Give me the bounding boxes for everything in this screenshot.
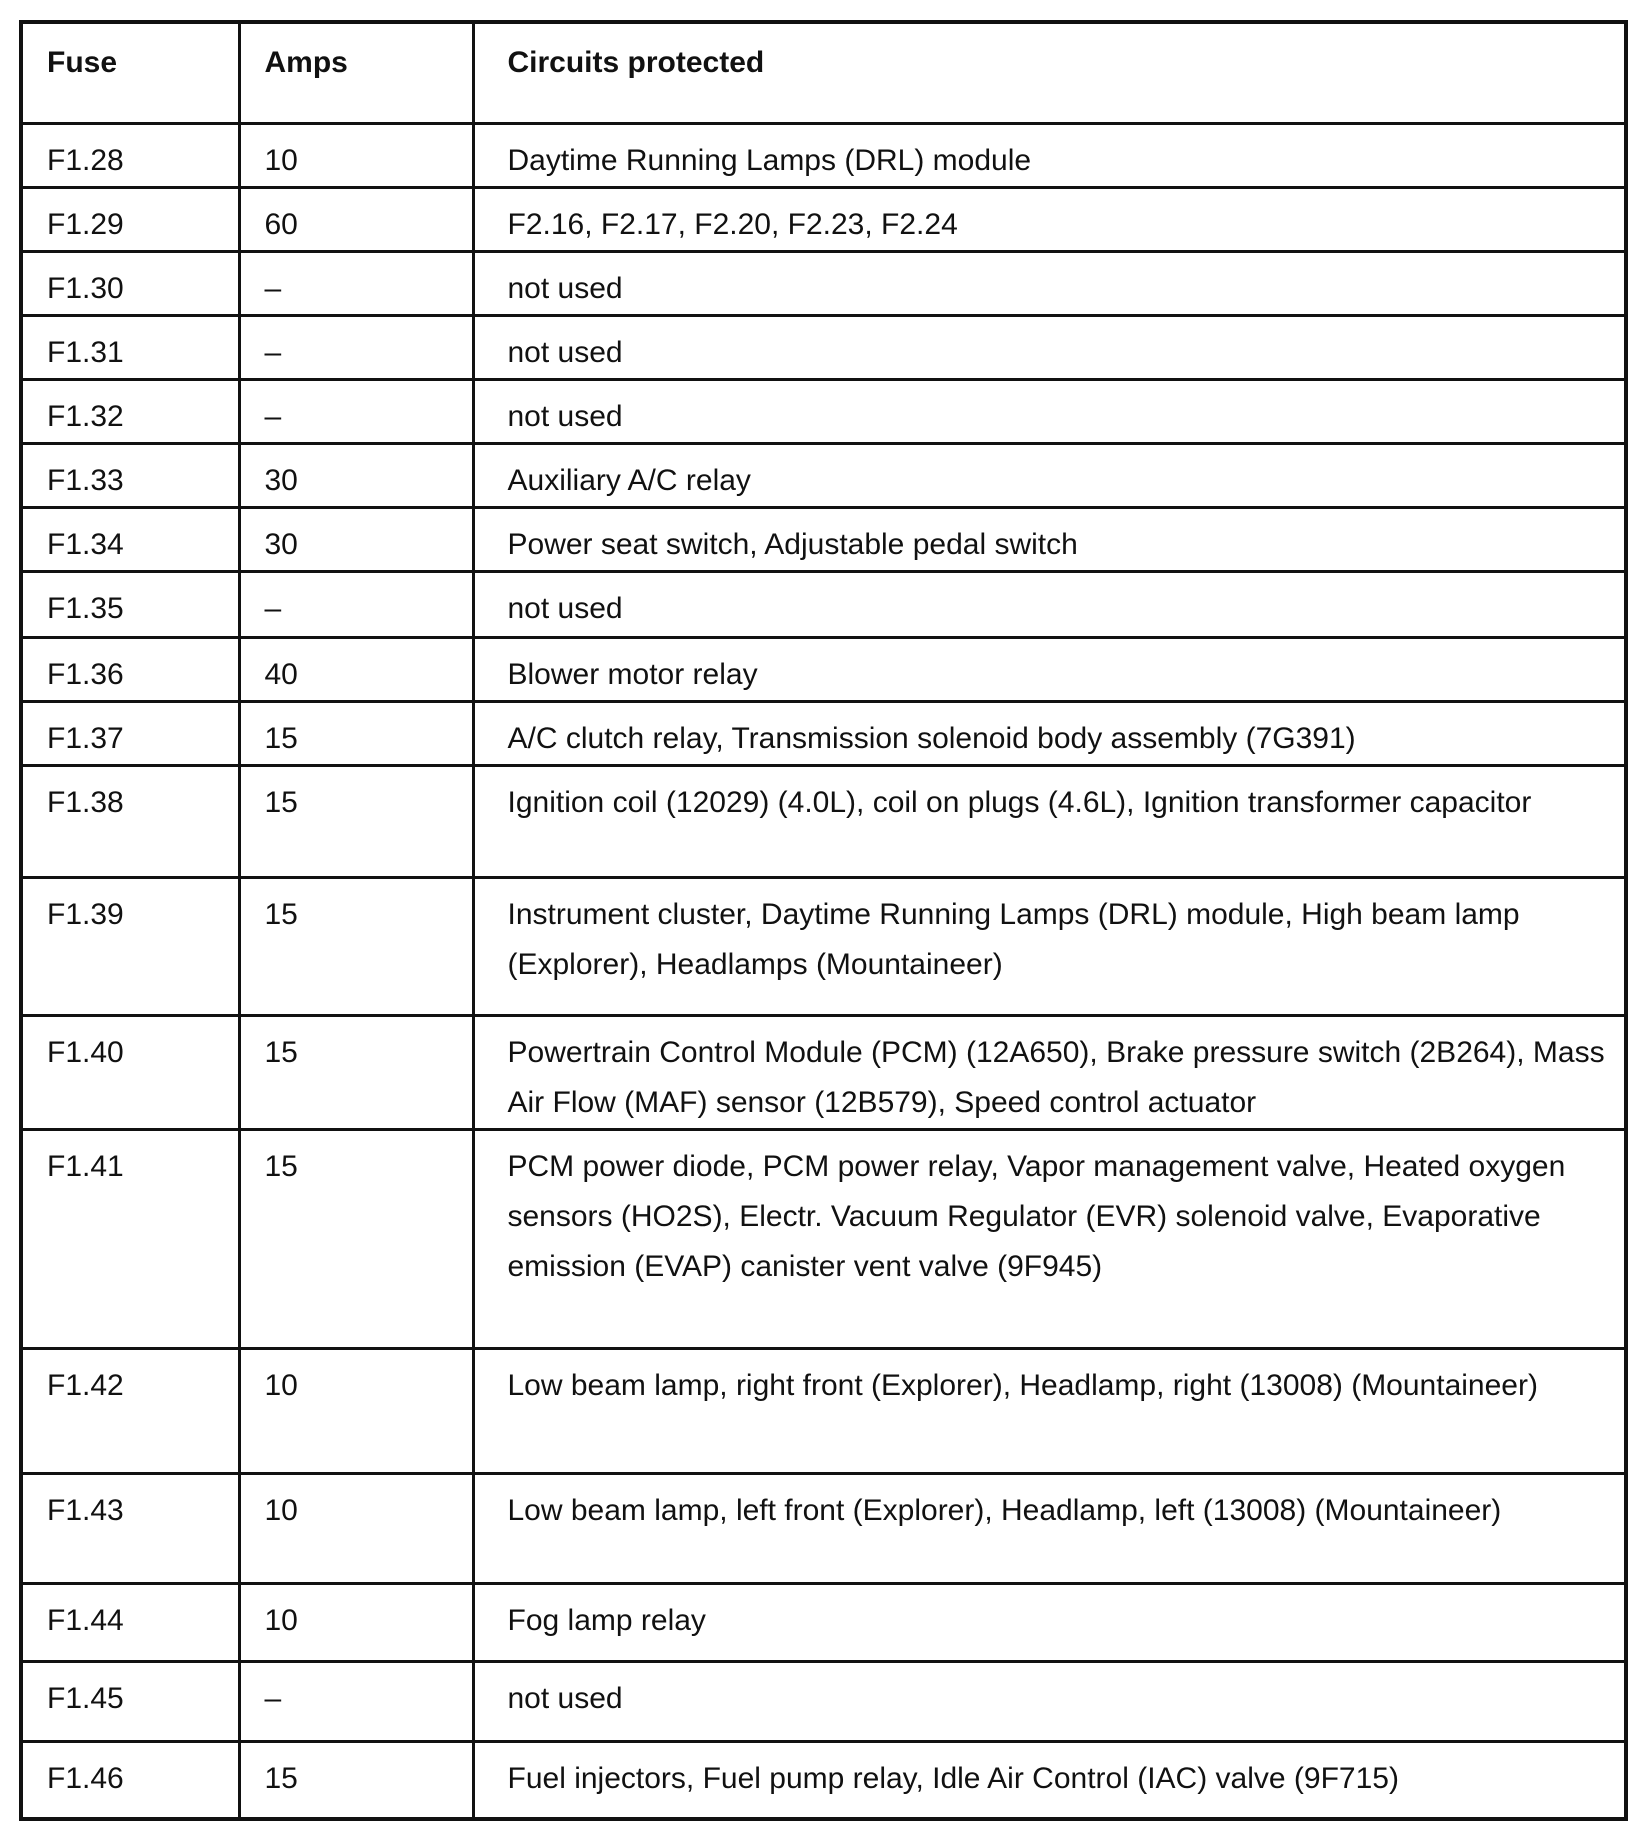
table-row — [21, 701, 1626, 765]
table-row — [21, 1583, 1626, 1661]
circuits-cell: Auxiliary A/C relay — [473, 443, 1626, 507]
circuits-cell: Blower motor relay — [473, 637, 1626, 701]
header-circuits: Circuits protected — [473, 22, 1626, 123]
table-row — [21, 1348, 1626, 1473]
fuse-cell: F1.36 — [21, 637, 239, 701]
circuits-cell: not used — [473, 315, 1626, 379]
amps-cell: 10 — [239, 123, 473, 187]
amps-cell: 30 — [239, 507, 473, 571]
table-row — [21, 1129, 1626, 1348]
fuse-cell: F1.46 — [21, 1741, 239, 1819]
table-row — [21, 507, 1626, 571]
table-row — [21, 877, 1626, 1015]
circuits-cell: F2.16, F2.17, F2.20, F2.23, F2.24 — [473, 187, 1626, 251]
fuse-cell: F1.42 — [21, 1348, 239, 1473]
table-row — [21, 1473, 1626, 1583]
circuits-cell: Low beam lamp, left front (Explorer), Headlamp, left (13008) (Mountaineer) — [473, 1473, 1626, 1583]
amps-cell: 15 — [239, 765, 473, 877]
circuits-cell: Power seat switch, Adjustable pedal switch — [473, 507, 1626, 571]
table-row — [21, 251, 1626, 315]
amps-cell: – — [239, 315, 473, 379]
amps-cell: 30 — [239, 443, 473, 507]
table-row — [21, 571, 1626, 637]
table-row — [21, 1661, 1626, 1741]
amps-cell: – — [239, 1661, 473, 1741]
circuits-cell: not used — [473, 379, 1626, 443]
fuse-cell: F1.40 — [21, 1015, 239, 1129]
amps-cell: 10 — [239, 1583, 473, 1661]
circuits-cell: Low beam lamp, right front (Explorer), Headlamp, right (13008) (Mountaineer) — [473, 1348, 1626, 1473]
fuse-table-body — [21, 123, 1626, 1819]
amps-cell: 10 — [239, 1473, 473, 1583]
circuits-cell: Daytime Running Lamps (DRL) module — [473, 123, 1626, 187]
fuse-cell: F1.34 — [21, 507, 239, 571]
table-row — [21, 765, 1626, 877]
amps-cell: – — [239, 379, 473, 443]
header-row — [21, 22, 1626, 123]
fuse-cell: F1.35 — [21, 571, 239, 637]
fuse-cell: F1.28 — [21, 123, 239, 187]
fuse-cell: F1.39 — [21, 877, 239, 1015]
circuits-cell: not used — [473, 571, 1626, 637]
table-row — [21, 315, 1626, 379]
circuits-cell: Ignition coil (12029) (4.0L), coil on plugs (4.6L), Ignition transformer capacitor — [473, 765, 1626, 877]
table-row — [21, 379, 1626, 443]
fuse-cell: F1.37 — [21, 701, 239, 765]
fuse-cell: F1.30 — [21, 251, 239, 315]
circuits-cell: not used — [473, 251, 1626, 315]
fuse-cell: F1.41 — [21, 1129, 239, 1348]
amps-cell: 15 — [239, 877, 473, 1015]
table-row — [21, 443, 1626, 507]
circuits-cell: not used — [473, 1661, 1626, 1741]
circuits-cell: Fog lamp relay — [473, 1583, 1626, 1661]
amps-cell: 15 — [239, 701, 473, 765]
circuits-cell: PCM power diode, PCM power relay, Vapor management valve, Heated oxygen sensors (HO2S), Electr. Vacuum Regulator (EVR) solenoid valve, Evaporative emission (EVAP) canister vent valve (9F945) — [473, 1129, 1626, 1348]
header-fuse: Fuse — [21, 22, 239, 123]
amps-cell: 15 — [239, 1741, 473, 1819]
fuse-cell: F1.29 — [21, 187, 239, 251]
table-row — [21, 1015, 1626, 1129]
amps-cell: 40 — [239, 637, 473, 701]
fuse-cell: F1.32 — [21, 379, 239, 443]
amps-cell: 60 — [239, 187, 473, 251]
amps-cell: – — [239, 571, 473, 637]
amps-cell: 15 — [239, 1015, 473, 1129]
circuits-cell: A/C clutch relay, Transmission solenoid body assembly (7G391) — [473, 701, 1626, 765]
table-row — [21, 637, 1626, 701]
fuse-table — [19, 20, 1628, 1821]
fuse-cell: F1.44 — [21, 1583, 239, 1661]
fuse-cell: F1.45 — [21, 1661, 239, 1741]
fuse-cell: F1.31 — [21, 315, 239, 379]
fuse-cell: F1.33 — [21, 443, 239, 507]
circuits-cell: Fuel injectors, Fuel pump relay, Idle Air Control (IAC) valve (9F715) — [473, 1741, 1626, 1819]
amps-cell: 15 — [239, 1129, 473, 1348]
circuits-cell: Powertrain Control Module (PCM) (12A650), Brake pressure switch (2B264), Mass Air Flow (MAF) sensor (12B579), Speed control actuator — [473, 1015, 1626, 1129]
table-row — [21, 187, 1626, 251]
amps-cell: 10 — [239, 1348, 473, 1473]
table-row — [21, 123, 1626, 187]
header-amps: Amps — [239, 22, 473, 123]
fuse-cell: F1.43 — [21, 1473, 239, 1583]
table-row — [21, 1741, 1626, 1819]
circuits-cell: Instrument cluster, Daytime Running Lamps (DRL) module, High beam lamp (Explorer), Headlamps (Mountaineer) — [473, 877, 1626, 1015]
fuse-cell: F1.38 — [21, 765, 239, 877]
amps-cell: – — [239, 251, 473, 315]
